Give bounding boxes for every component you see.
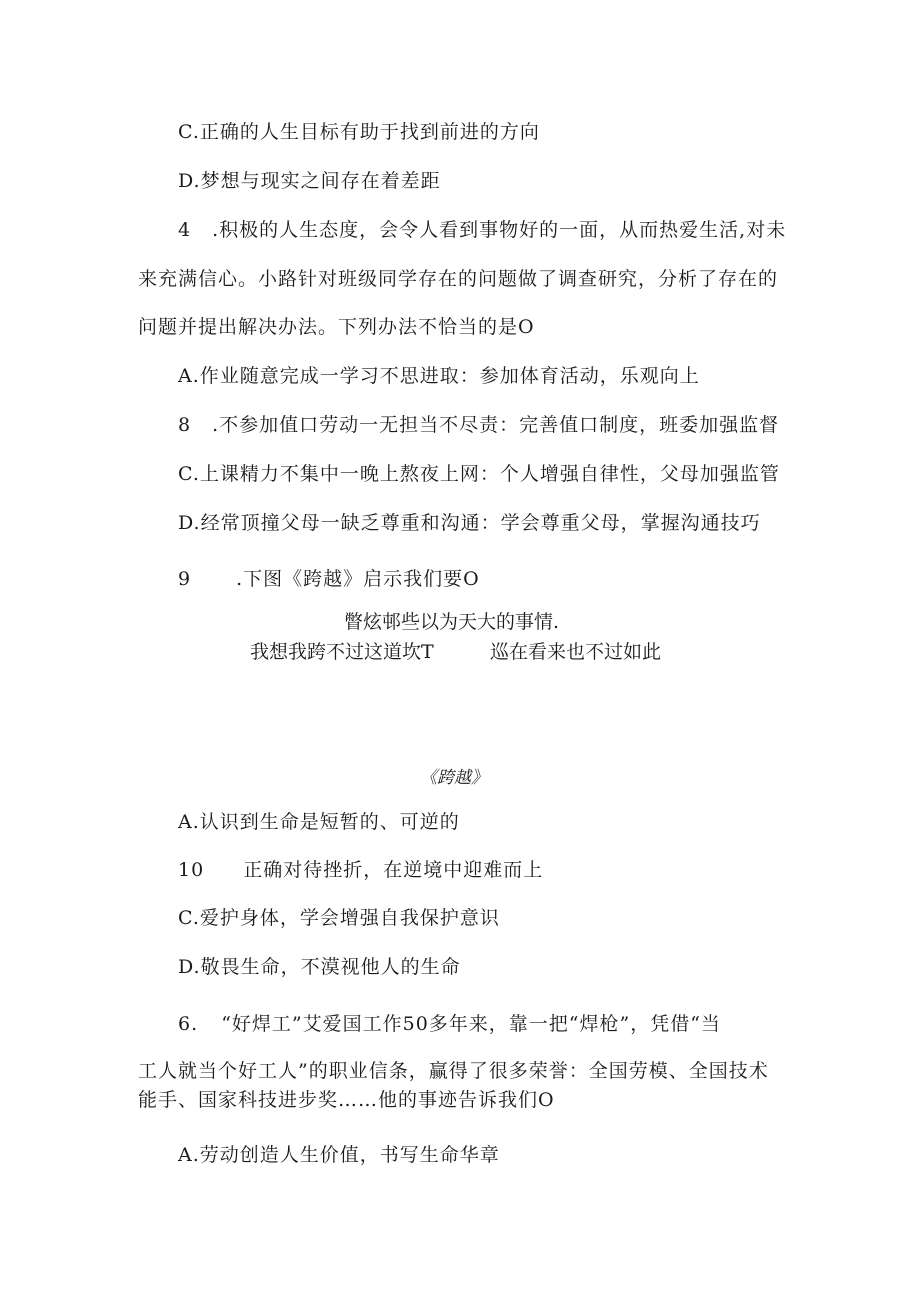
q3-option-d: D.梦想与现实之间存在着差距 [178,170,441,192]
q4-option-b [178,413,779,437]
figure-text-line-2-left: 我想我跨不过这道坎T [250,641,434,663]
q5-option-d: D.敬畏生命，不漠视他人的生命 [178,956,461,978]
q5-stem [178,567,480,591]
q6-stem-text-1: “好焊工”艾爱国工作50多年来，靠一把“焊枪”，凭借“当 [221,1013,721,1035]
q5-option-b [178,858,543,882]
q4-stem-line-1 [178,218,786,242]
q5-option-c: C.爱护身体，学会增强自我保护意识 [178,907,500,929]
figure-caption: 《跨越》 [420,768,488,788]
q4-option-b-number: 8 [178,414,192,436]
figure-text-line-1: 瞥炫邨些以为天大的事情. [344,611,560,633]
q6-option-a: A.劳动创造人生价值，书写生命华章 [178,1144,500,1166]
q4-number: 4 [178,219,192,241]
q3-option-c: C.正确的人生目标有助于找到前进的方向 [178,121,540,143]
q4-option-d: D.经常顶撞父母一缺乏尊重和沟通：学会尊重父母，掌握沟通技巧 [178,512,761,534]
q4-option-a: A.作业随意完成一学习不思进取：参加体育活动，乐观向上 [178,365,700,387]
q5-option-b-text: 正确对待挫折，在逆境中迎难而上 [243,859,544,881]
q6-stem-line-1 [178,1012,721,1036]
q6-stem-line-2: 工人就当个好工人”的职业信条，赢得了很多荣誉：全国劳模、全国技术 [138,1060,769,1082]
q6-stem-line-3: 能手、国家科技进步奖……他的事迹告诉我们O [138,1089,555,1111]
q4-option-b-text: .不参加值口劳动一无担当不尽责：完善值口制度，班委加强监督 [212,414,780,436]
q5-option-b-number: 10 [178,859,205,881]
q4-stem-line-3: 问题并提出解决办法。下列办法不恰当的是O [138,316,535,338]
figure-text-line-2-right: 巡在看来也不过如此 [490,641,662,663]
q4-option-c: C.上课精力不集中一晚上熬夜上网：个人增强自律性，父母加强监管 [178,463,780,485]
q5-number: 9 [178,568,192,590]
q4-stem-line-2: 来充满信心。小路针对班级同学存在的问题做了调查研究，分析了存在的 [138,268,779,290]
q6-number: 6. [178,1013,199,1035]
q5-option-a: A.认识到生命是短暂的、可逆的 [178,811,460,833]
q5-stem-text: .下图《跨越》启示我们要O [236,568,480,590]
q4-stem-text-1: .积极的人生态度，会令人看到事物好的一面，从而热爱生活,对未 [212,219,787,241]
